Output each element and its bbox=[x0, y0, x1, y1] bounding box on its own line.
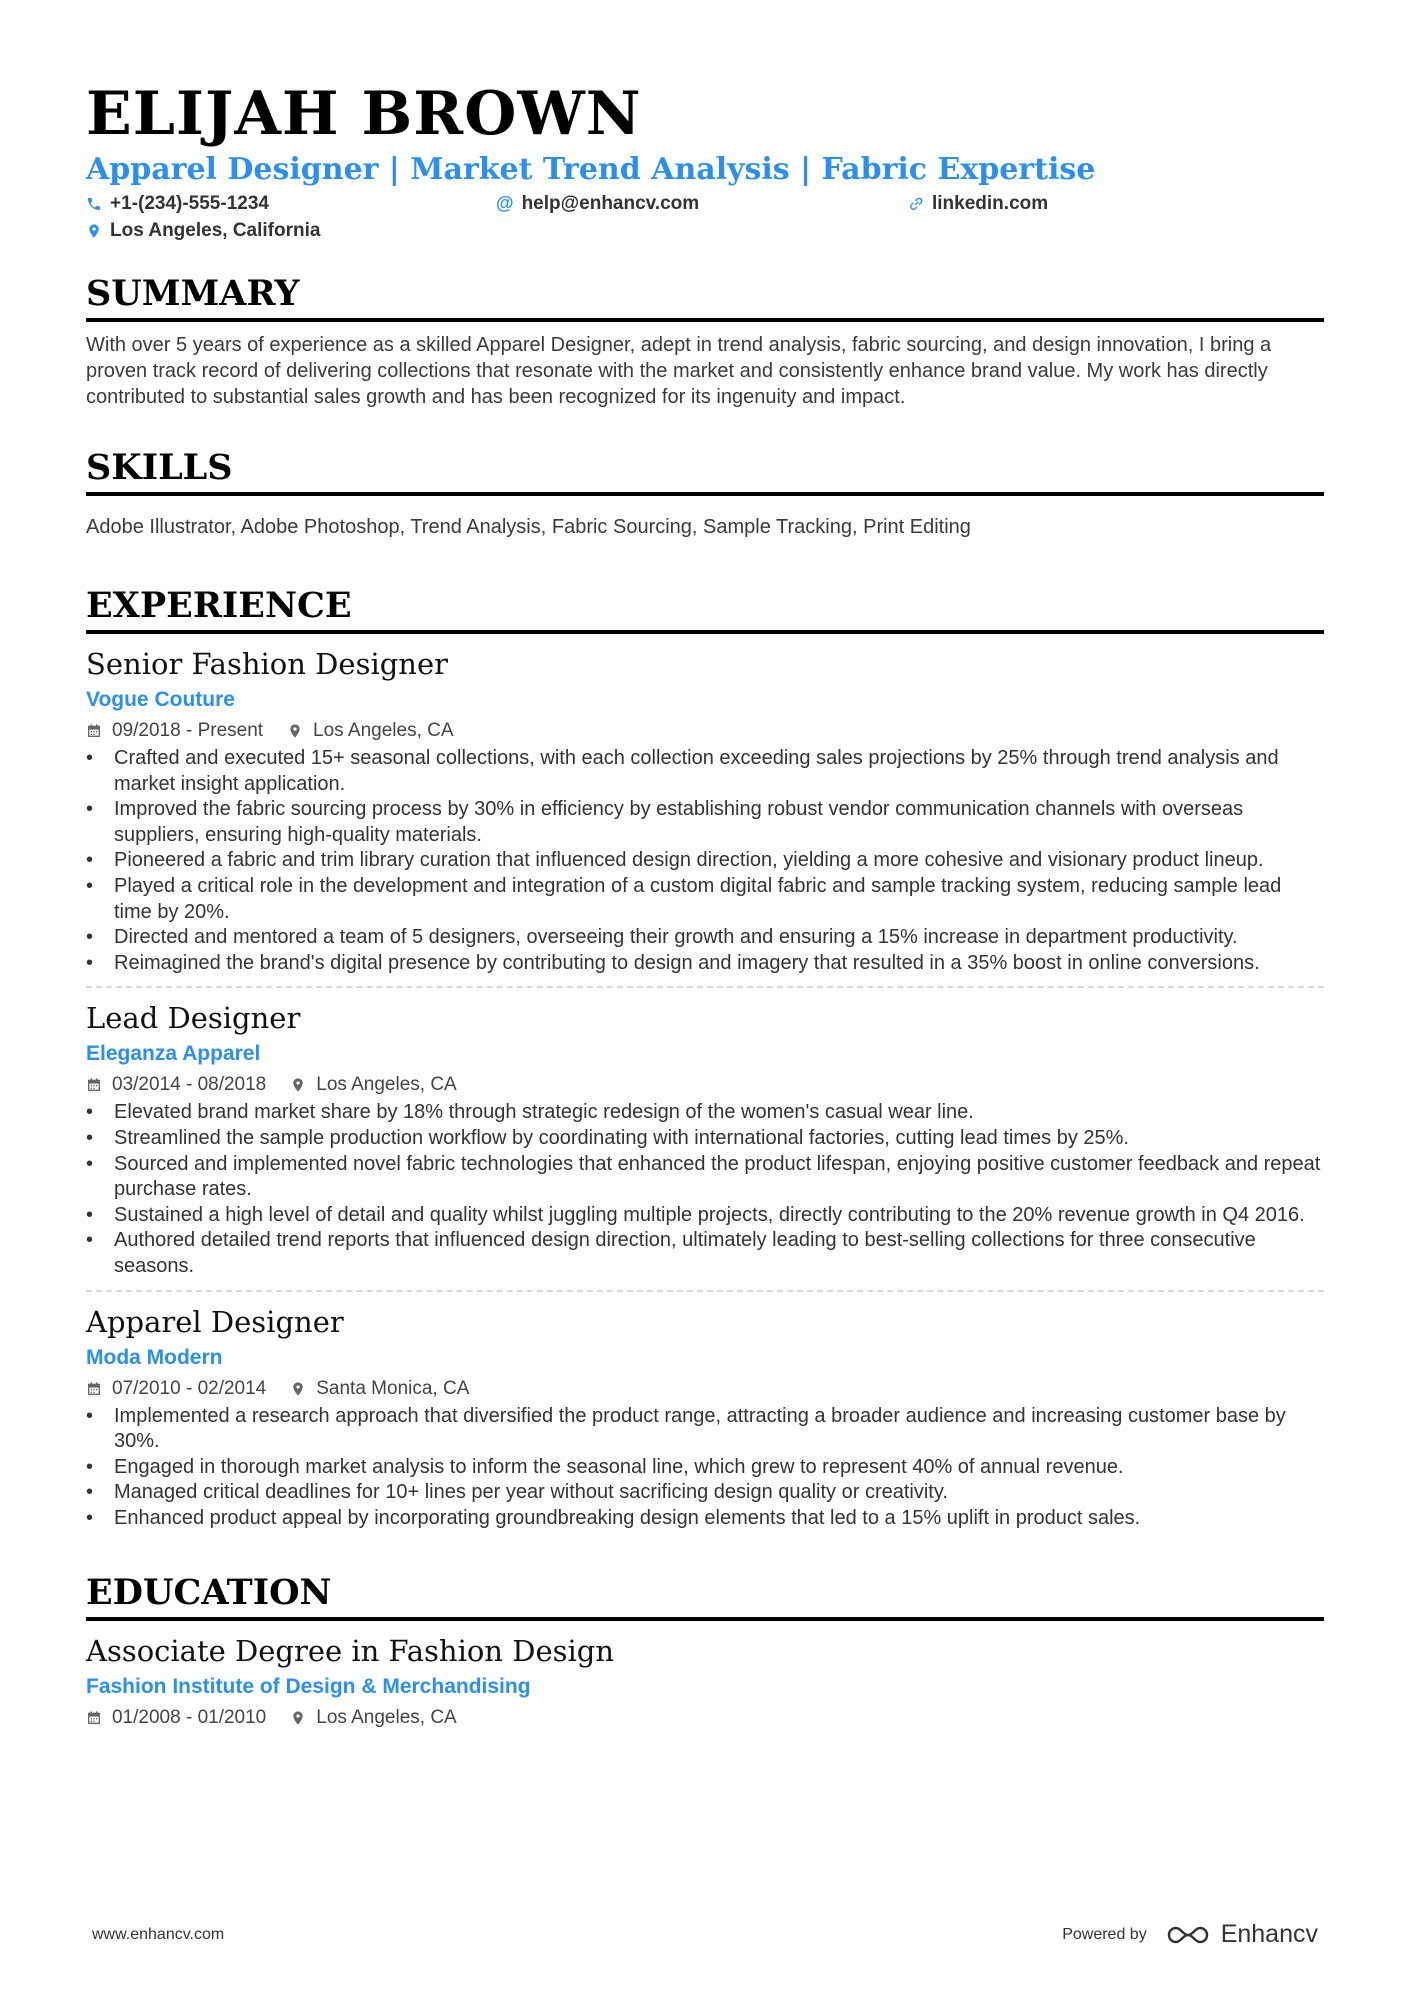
list-item: • Directed and mentored a team of 5 designers, overseeing their growth and ensuring a 15% increase in department productivity. bbox=[86, 925, 1324, 951]
contact-row-2 bbox=[86, 217, 1324, 244]
candidate-title: Apparel Designer | Market Trend Analysis | Fabric Expertise bbox=[86, 152, 1096, 187]
job-bullets bbox=[86, 1404, 1324, 1532]
contact-email[interactable] bbox=[496, 190, 908, 217]
calendar-icon bbox=[86, 723, 102, 739]
job-dates-text: 03/2014 - 08/2018 bbox=[112, 1074, 267, 1096]
calendar-icon bbox=[86, 1381, 102, 1397]
education-location-text: Los Angeles, CA bbox=[316, 1707, 457, 1729]
job-bullets bbox=[86, 1100, 1324, 1279]
job-company: Moda Modern bbox=[86, 1345, 223, 1369]
education-school: Fashion Institute of Design & Merchandising bbox=[86, 1675, 531, 1699]
job-location-text: Los Angeles, CA bbox=[313, 720, 454, 741]
skills-text: Adobe Illustrator, Adobe Photoshop, Trend Analysis, Fabric Sourcing, Sample Tracking, Print Editing bbox=[86, 516, 971, 538]
location-text: Los Angeles, California bbox=[110, 220, 321, 241]
link-icon bbox=[908, 196, 924, 212]
job-bullets bbox=[86, 746, 1324, 976]
job-role: Senior Fashion Designer bbox=[86, 647, 448, 681]
education-degree: Associate Degree in Fashion Design bbox=[86, 1634, 615, 1669]
list-item: • Engaged in thorough market analysis to inform the seasonal line, which grew to represent 40% of annual revenue. bbox=[86, 1455, 1324, 1481]
list-item: • Managed critical deadlines for 10+ lines per year without sacrificing design quality or creativity. bbox=[86, 1480, 1324, 1506]
list-item: • Played a critical role in the development and integration of a custom digital fabric and sample tracking system, reducing sample lead time by 20%. bbox=[86, 874, 1324, 925]
phone-text: +1-(234)-555-1234 bbox=[110, 193, 269, 214]
education-meta bbox=[86, 1705, 1324, 1731]
list-item: • Pioneered a fabric and trim library curation that influenced design direction, yielding a more cohesive and visionary product lineup. bbox=[86, 848, 1324, 874]
contact-linkedin[interactable] bbox=[908, 190, 1048, 217]
job-meta bbox=[86, 1072, 1324, 1098]
experience-heading: EXPERIENCE bbox=[86, 584, 1324, 634]
job-location-text: Los Angeles, CA bbox=[316, 1074, 457, 1096]
job-company: Vogue Couture bbox=[86, 688, 235, 711]
location-pin-icon bbox=[86, 223, 102, 239]
education-dates-text: 01/2008 - 01/2010 bbox=[112, 1707, 267, 1729]
job-entry bbox=[86, 1304, 1324, 1532]
job-meta bbox=[86, 1376, 1324, 1402]
location-pin-icon bbox=[290, 1381, 306, 1397]
at-icon: @ bbox=[496, 193, 514, 213]
divider bbox=[86, 986, 1324, 988]
summary-heading: SUMMARY bbox=[86, 272, 1324, 322]
list-item: • Streamlined the sample production workflow by coordinating with international factories, cutting lead times by 25%. bbox=[86, 1126, 1324, 1152]
list-item: • Elevated brand market share by 18% through strategic redesign of the women's casual wear line. bbox=[86, 1100, 1324, 1126]
contact-phone[interactable] bbox=[86, 190, 496, 217]
email-text: help@enhancv.com bbox=[521, 193, 700, 214]
enhancv-logo-icon bbox=[1165, 1923, 1211, 1947]
job-location bbox=[287, 718, 453, 744]
page-footer bbox=[92, 1920, 1318, 1949]
location-pin-icon bbox=[290, 1710, 306, 1726]
job-location bbox=[290, 1072, 456, 1098]
location-pin-icon bbox=[290, 1077, 306, 1093]
phone-icon bbox=[86, 196, 102, 212]
job-dates-text: 07/2010 - 02/2014 bbox=[112, 1377, 267, 1399]
list-item: • Sourced and implemented novel fabric technologies that enhanced the product lifespan, enjoying positive customer feedback and repeat purchase rates. bbox=[86, 1152, 1324, 1203]
job-dates bbox=[86, 1072, 266, 1098]
job-entry bbox=[86, 646, 1324, 988]
candidate-name: ELIJAH BROWN bbox=[86, 79, 642, 149]
education-dates bbox=[86, 1705, 266, 1731]
job-dates-text: 09/2018 - Present bbox=[112, 720, 264, 741]
job-dates bbox=[86, 718, 263, 744]
job-entry bbox=[86, 1000, 1324, 1291]
education-heading: EDUCATION bbox=[86, 1571, 1324, 1621]
footer-website[interactable]: www.enhancv.com bbox=[92, 1925, 225, 1943]
list-item: • Reimagined the brand's digital presence by contributing to design and imagery that resulted in a 35% boost in online conversions. bbox=[86, 951, 1324, 977]
summary-text: With over 5 years of experience as a skilled Apparel Designer, adept in trend analysis, fabric sourcing, and design innovation, I bring a proven track record of delivering collections that resonate with the market and consistently enhance brand value. My work has directly contributed to substantial sales growth and has been recognized for its ingenuity and impact. bbox=[86, 334, 1272, 408]
location-pin-icon bbox=[287, 723, 303, 739]
education-section bbox=[86, 1571, 1324, 1731]
divider bbox=[86, 1290, 1324, 1292]
summary-section bbox=[86, 272, 1324, 410]
list-item: • Implemented a research approach that diversified the product range, attracting a broader audience and increasing customer base by 30%. bbox=[86, 1404, 1324, 1455]
enhancv-logo[interactable] bbox=[1165, 1920, 1318, 1949]
job-meta bbox=[86, 718, 1324, 744]
resume-header bbox=[86, 78, 1324, 244]
skills-heading: SKILLS bbox=[86, 446, 1324, 496]
brand-name: Enhancv bbox=[1220, 1920, 1318, 1948]
linkedin-text: linkedin.com bbox=[932, 193, 1049, 214]
powered-by-text: Powered by bbox=[1062, 1925, 1147, 1943]
job-role: Apparel Designer bbox=[86, 1304, 344, 1339]
contact-location bbox=[86, 217, 320, 244]
job-role: Lead Designer bbox=[86, 1001, 301, 1036]
skills-section bbox=[86, 446, 1324, 540]
experience-section bbox=[86, 584, 1324, 1531]
job-location bbox=[290, 1376, 469, 1402]
footer-brand bbox=[1062, 1920, 1318, 1949]
list-item: • Crafted and executed 15+ seasonal collections, with each collection exceeding sales projections by 25% through trend analysis and market insight application. bbox=[86, 746, 1324, 797]
job-dates bbox=[86, 1376, 266, 1402]
calendar-icon bbox=[86, 1710, 102, 1726]
education-location bbox=[290, 1705, 456, 1731]
list-item: • Sustained a high level of detail and quality whilst juggling multiple projects, directly contributing to the 20% revenue growth in Q4 2016. bbox=[86, 1203, 1324, 1229]
contact-row-1 bbox=[86, 190, 1324, 217]
list-item: • Authored detailed trend reports that influenced design direction, ultimately leading to best-selling collections for three consecutive seasons. bbox=[86, 1228, 1324, 1279]
job-location-text: Santa Monica, CA bbox=[316, 1377, 470, 1399]
list-item: • Enhanced product appeal by incorporating groundbreaking design elements that led to a 15% uplift in product sales. bbox=[86, 1506, 1324, 1532]
calendar-icon bbox=[86, 1077, 102, 1093]
job-company: Eleganza Apparel bbox=[86, 1042, 261, 1066]
list-item: • Improved the fabric sourcing process by 30% in efficiency by establishing robust vendor communication channels with overseas suppliers, ensuring high-quality materials. bbox=[86, 797, 1324, 848]
